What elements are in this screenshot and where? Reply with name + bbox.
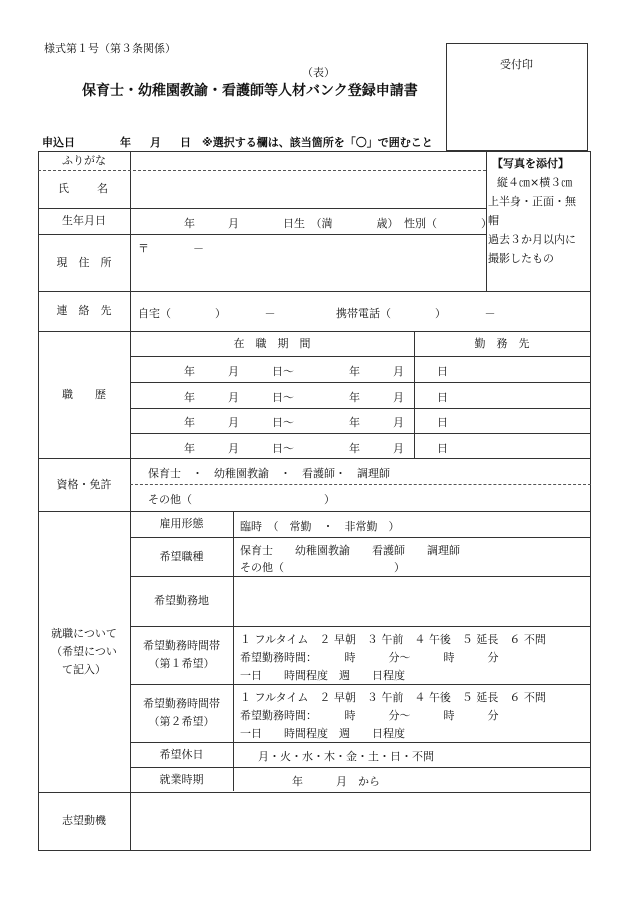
start-label: 就業時期: [159, 772, 204, 786]
career-period-row: 年 月 日～ 年 月 日: [184, 391, 448, 404]
selection-note: ※選択する欄は、該当箇所を「〇」で囲むこと: [202, 136, 433, 149]
employment-label-line-2: （希望につい: [51, 644, 117, 658]
career-period-row: 年 月 日～ 年 月 日: [184, 416, 448, 429]
photo-line-2: 帽: [488, 214, 499, 227]
employment-label-line-1: 就職について: [51, 626, 117, 640]
omote-label: （表）: [302, 66, 335, 79]
photo-title: 【写真を添付】: [492, 157, 569, 170]
birthdate-label: 生年月日: [62, 214, 106, 227]
photo-line-3: 過去３か月以内に: [488, 233, 576, 246]
employment-type-label: 雇用形態: [159, 517, 204, 530]
time1-label-line-2: （第１希望）: [148, 657, 215, 670]
time1-hours: 希望勤務時間： 時 分～ 時 分: [240, 651, 499, 664]
time2-label-line-1: 希望勤務時間帯: [143, 697, 220, 710]
form-title: 保育士・幼稚園教諭・看護師等人材バンク登録申請書: [82, 83, 418, 99]
address-label: 現 住 所: [56, 255, 112, 269]
apply-date-year: 年: [120, 136, 131, 149]
time1-label: [130, 626, 233, 684]
time2-hours: 希望勤務時間： 時 分～ 時 分: [240, 709, 499, 722]
start-value: 年 月 から: [292, 775, 380, 788]
license-other: その他（ ）: [148, 493, 335, 506]
license-label: 資格・免許: [56, 477, 112, 491]
name-label: 氏 名: [58, 182, 110, 195]
employment-label-line-3: て記入）: [62, 662, 106, 676]
motive-label: 志望動機: [62, 814, 106, 827]
desired-job-other: その他（ ）: [240, 561, 405, 574]
photo-line-1: 上半身・正面・無: [488, 195, 576, 208]
desired-place-label: 希望勤務地: [154, 594, 209, 607]
photo-size: 縦４㎝×横３㎝: [497, 176, 573, 189]
postal-code: 〒 －: [138, 242, 204, 255]
career-workplace-header: 勤 務 先: [474, 336, 530, 350]
desired-job-label: 希望職種: [159, 549, 204, 563]
time2-label: [130, 684, 233, 742]
apply-date-day: 日: [180, 136, 191, 149]
career-period-header: 在 職 期 間: [233, 336, 311, 350]
employment-type-value: 臨時 （ 常勤 ・ 非常勤 ）: [240, 520, 400, 533]
apply-date-label: 申込日: [42, 136, 75, 149]
career-period-row: 年 月 日～ 年 月 日: [184, 442, 448, 455]
holiday-value: 月・火・水・木・金・土・日・不問: [258, 750, 434, 763]
time2-label-line-2: （第２希望）: [148, 715, 215, 728]
desired-job-value: 保育士 幼稚園教諭 看護師 調理師: [240, 544, 460, 557]
mobile-phone: 携帯電話（ ） －: [336, 307, 496, 320]
home-phone: 自宅（ ） －: [138, 307, 276, 320]
contact-label: 連 絡 先: [56, 304, 112, 317]
time2-days: 一日 時間程度 週 日程度: [240, 727, 405, 740]
birthdate-value: 年 月 日生 （満 歳） 性別（ ）: [184, 217, 492, 230]
reception-stamp-label: 受付印: [500, 58, 533, 71]
holiday-label: 希望休日: [159, 747, 204, 761]
photo-line-4: 撮影したもの: [488, 252, 554, 265]
career-period-row: 年 月 日～ 年 月 日: [184, 365, 448, 378]
time1-options: １ フルタイム ２ 早朝 ３ 午前 ４ 午後 ５ 延長 ６ 不問: [240, 633, 546, 646]
license-options: 保育士 ・ 幼稚園教諭 ・ 看護師・ 調理師: [148, 467, 390, 480]
time2-options: １ フルタイム ２ 早朝 ３ 午前 ４ 午後 ５ 延長 ６ 不問: [240, 691, 546, 704]
furigana-label: ふりがな: [62, 153, 106, 167]
apply-date-month: 月: [150, 136, 161, 149]
employment-label: [38, 511, 130, 792]
time1-days: 一日 時間程度 週 日程度: [240, 669, 405, 682]
form-number: 様式第１号（第３条関係）: [44, 42, 176, 55]
career-label: 職 歴: [62, 387, 106, 401]
time1-label-line-1: 希望勤務時間帯: [143, 639, 220, 652]
